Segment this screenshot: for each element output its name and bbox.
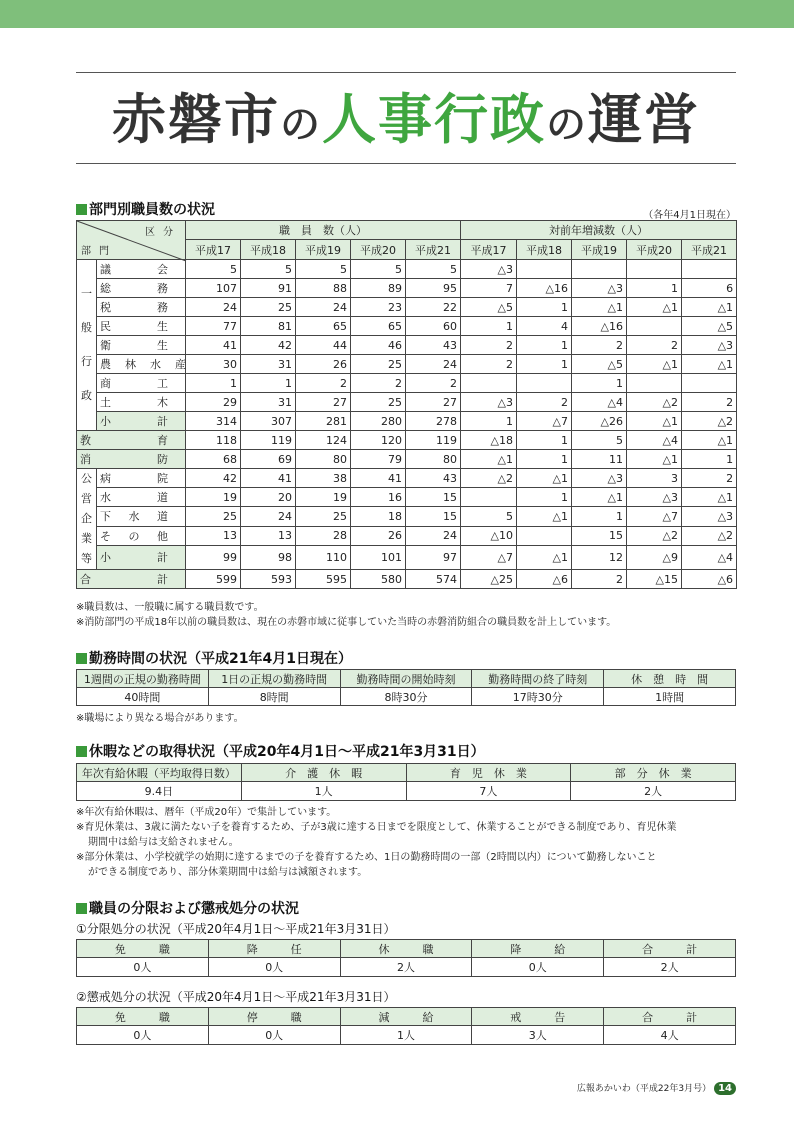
table-row [77, 469, 737, 488]
year-header: 平成17 [186, 240, 241, 260]
discipline2-value: 0人 [77, 1026, 209, 1045]
diff-cell: 1 [517, 336, 572, 355]
row-label: 総務 [97, 279, 186, 298]
diff-cell [627, 374, 682, 393]
count-cell: 31 [241, 393, 296, 412]
diff-cell: △2 [461, 469, 517, 488]
diff-cell: △1 [627, 412, 682, 431]
discipline1-header: 合 計 [604, 940, 736, 958]
count-cell: 95 [406, 279, 461, 298]
count-cell: 15 [406, 488, 461, 507]
category-public-enterprise: 公 営 企 業 等 [77, 469, 97, 570]
diff-cell: △2 [627, 526, 682, 545]
diff-cell: 2 [572, 570, 627, 589]
row-label: 小計 [97, 412, 186, 431]
leave-notes [76, 805, 741, 880]
diff-cell: 2 [682, 393, 737, 412]
discipline1-value: 0人 [77, 958, 209, 977]
page-number: 14 [714, 1082, 736, 1095]
count-cell: 119 [241, 431, 296, 450]
table-row [77, 260, 737, 279]
table-row [77, 374, 737, 393]
discipline1-header: 降 給 [472, 940, 604, 958]
diff-cell: 2 [682, 469, 737, 488]
hours-header: 1日の正規の勤務時間 [208, 670, 340, 688]
table-row [77, 526, 737, 545]
count-cell: 5 [186, 260, 241, 279]
leave-header: 年次有給休暇（平均取得日数） [77, 764, 242, 782]
year-header: 平成21 [682, 240, 737, 260]
diff-cell: 1 [517, 355, 572, 374]
count-cell: 26 [296, 355, 351, 374]
diff-cell: △1 [517, 469, 572, 488]
diff-cell: 1 [461, 317, 517, 336]
diff-cell: △1 [517, 507, 572, 526]
count-cell: 13 [186, 526, 241, 545]
diff-cell: △5 [682, 317, 737, 336]
diff-cell: △4 [627, 431, 682, 450]
title-part-4: の [546, 102, 588, 148]
leave-note: ができる制度であり、部分休業期間中は給与は減額されます。 [88, 867, 368, 878]
diff-cell: △1 [627, 355, 682, 374]
diff-cell: △1 [682, 431, 737, 450]
year-header: 平成19 [296, 240, 351, 260]
hours-section-heading: 勤務時間の状況（平成21年4月1日現在） [76, 648, 352, 668]
diff-cell: △16 [517, 279, 572, 298]
diff-cell: 2 [517, 393, 572, 412]
row-label: 税務 [97, 298, 186, 317]
discipline2-value: 4人 [604, 1026, 736, 1045]
row-label: 病院 [97, 469, 186, 488]
diff-cell: 15 [572, 526, 627, 545]
count-cell: 124 [296, 431, 351, 450]
count-cell: 119 [406, 431, 461, 450]
count-cell: 110 [296, 545, 351, 569]
diff-cell: △1 [627, 450, 682, 469]
diff-cell: △2 [682, 526, 737, 545]
discipline-section-heading: 職員の分限および懲戒処分の状況 [76, 898, 299, 918]
diff-cell: 2 [461, 355, 517, 374]
staff-as-of: （各年4月1日現在） [643, 210, 736, 221]
diff-cell: △3 [682, 336, 737, 355]
diff-cell: 11 [572, 450, 627, 469]
discipline2-header: 戒 告 [472, 1008, 604, 1026]
leave-value: 2人 [571, 782, 736, 801]
row-label: 教育 [77, 431, 186, 450]
count-cell: 13 [241, 526, 296, 545]
count-cell: 89 [351, 279, 406, 298]
diff-cell [682, 260, 737, 279]
count-cell: 23 [351, 298, 406, 317]
table-row [77, 355, 737, 374]
row-label: 農林水産 [97, 355, 186, 374]
table-row [77, 507, 737, 526]
row-label: 消防 [77, 450, 186, 469]
diff-cell: △9 [627, 545, 682, 569]
count-cell: 46 [351, 336, 406, 355]
diff-cell: 3 [627, 469, 682, 488]
year-header: 平成20 [627, 240, 682, 260]
count-cell: 43 [406, 469, 461, 488]
diff-cell: 1 [572, 507, 627, 526]
diff-cell: 1 [627, 279, 682, 298]
row-label: 小計 [97, 545, 186, 569]
count-cell: 60 [406, 317, 461, 336]
diff-cell: △2 [682, 412, 737, 431]
count-cell: 24 [406, 355, 461, 374]
hours-table [76, 669, 736, 706]
diff-cell [517, 260, 572, 279]
discipline-sub2-heading: ②懲戒処分の状況（平成20年4月1日〜平成21年3月31日） [76, 990, 396, 1004]
row-label: 下水道 [97, 507, 186, 526]
count-cell: 15 [406, 507, 461, 526]
hours-value: 8時間 [208, 688, 340, 706]
discipline1-header: 免 職 [77, 940, 209, 958]
diff-cell: 1 [517, 431, 572, 450]
discipline2-value: 3人 [472, 1026, 604, 1045]
count-cell: 19 [296, 488, 351, 507]
diff-cell: △1 [572, 488, 627, 507]
hours-header: 1週間の正規の勤務時間 [77, 670, 209, 688]
title-part-2: の [280, 102, 322, 148]
discipline1-header: 休 職 [340, 940, 472, 958]
leave-header: 介 護 休 暇 [241, 764, 406, 782]
staff-notes [76, 600, 741, 630]
leave-header: 部 分 休 業 [571, 764, 736, 782]
discipline2-header: 減 給 [340, 1008, 472, 1026]
table-row [77, 545, 737, 569]
diff-cell: △1 [682, 488, 737, 507]
count-cell: 24 [296, 298, 351, 317]
count-cell: 41 [241, 469, 296, 488]
count-cell: 99 [186, 545, 241, 569]
table-row [77, 488, 737, 507]
year-header: 平成21 [406, 240, 461, 260]
count-cell: 25 [351, 355, 406, 374]
count-cell: 31 [241, 355, 296, 374]
row-label: 民生 [97, 317, 186, 336]
count-cell: 91 [241, 279, 296, 298]
diff-cell: △3 [572, 469, 627, 488]
diff-cell: △10 [461, 526, 517, 545]
diff-cell [517, 526, 572, 545]
count-cell: 2 [406, 374, 461, 393]
year-header: 平成19 [572, 240, 627, 260]
diff-cell: △7 [517, 412, 572, 431]
diff-cell: △1 [461, 450, 517, 469]
count-cell: 24 [241, 507, 296, 526]
diff-cell: △4 [572, 393, 627, 412]
diff-cell: 7 [461, 279, 517, 298]
diff-cell: △26 [572, 412, 627, 431]
title-rule-top [76, 72, 736, 73]
count-cell: 574 [406, 570, 461, 589]
discipline1-value: 2人 [340, 958, 472, 977]
count-cell: 24 [406, 526, 461, 545]
discipline2-value: 1人 [340, 1026, 472, 1045]
count-cell: 25 [351, 393, 406, 412]
leave-note: ※年次有給休暇は、暦年（平成20年）で集計しています。 [76, 807, 337, 818]
diff-cell: △25 [461, 570, 517, 589]
hours-header: 勤務時間の終了時刻 [472, 670, 604, 688]
count-cell: 98 [241, 545, 296, 569]
diff-cell [627, 260, 682, 279]
diff-cell: 2 [627, 336, 682, 355]
count-cell: 80 [296, 450, 351, 469]
row-label: 議会 [97, 260, 186, 279]
diff-cell [572, 260, 627, 279]
count-cell: 69 [241, 450, 296, 469]
staff-section-heading: 部門別職員数の状況 [76, 199, 215, 219]
year-header: 平成17 [461, 240, 517, 260]
leave-note: ※部分休業は、小学校就学の始期に達するまでの子を養育するため、1日の勤務時間の一部（2時間以内）について勤務しないこと [76, 852, 657, 863]
diff-cell: △16 [572, 317, 627, 336]
count-cell: 29 [186, 393, 241, 412]
diff-cell: △1 [572, 298, 627, 317]
row-label: 水道 [97, 488, 186, 507]
count-cell: 5 [406, 260, 461, 279]
diff-cell: 6 [682, 279, 737, 298]
hours-value: 17時30分 [472, 688, 604, 706]
hours-value: 1時間 [604, 688, 736, 706]
discipline2-header: 停 職 [208, 1008, 340, 1026]
count-cell: 28 [296, 526, 351, 545]
count-cell: 97 [406, 545, 461, 569]
count-cell: 41 [351, 469, 406, 488]
staff-table-corner [77, 221, 186, 260]
count-cell: 5 [241, 260, 296, 279]
diff-cell: △6 [517, 570, 572, 589]
table-row [77, 412, 737, 431]
row-label: 衛生 [97, 336, 186, 355]
table-row [77, 298, 737, 317]
title-rule-bottom [76, 163, 736, 164]
count-cell: 599 [186, 570, 241, 589]
count-cell: 1 [186, 374, 241, 393]
count-cell: 42 [186, 469, 241, 488]
table-row [77, 336, 737, 355]
staff-group-header-diffs: 対前年増減数（人） [461, 221, 737, 240]
section-square-icon [76, 204, 87, 215]
leave-value: 1人 [241, 782, 406, 801]
diff-cell: △1 [517, 545, 572, 569]
row-label: 合計 [77, 570, 186, 589]
row-label: 土木 [97, 393, 186, 412]
diff-cell: 2 [461, 336, 517, 355]
corner-label-bottom: 部門 [81, 246, 117, 257]
table-row [77, 450, 737, 469]
staff-note: ※職員数は、一般職に属する職員数です。 [76, 602, 264, 613]
count-cell: 107 [186, 279, 241, 298]
count-cell: 120 [351, 431, 406, 450]
diff-cell [517, 374, 572, 393]
count-cell: 5 [296, 260, 351, 279]
diff-cell: △2 [627, 393, 682, 412]
section-square-icon [76, 746, 87, 757]
count-cell: 281 [296, 412, 351, 431]
title-part-5: 運営 [588, 88, 700, 151]
diff-cell: △5 [572, 355, 627, 374]
diff-cell: 1 [572, 374, 627, 393]
count-cell: 278 [406, 412, 461, 431]
count-cell: 1 [241, 374, 296, 393]
count-cell: 2 [296, 374, 351, 393]
year-header: 平成18 [241, 240, 296, 260]
diff-cell: △3 [461, 260, 517, 279]
diff-cell: 4 [517, 317, 572, 336]
count-cell: 25 [186, 507, 241, 526]
discipline1-header: 降 任 [208, 940, 340, 958]
category-general: 一 般 行 政 [77, 260, 97, 431]
count-cell: 20 [241, 488, 296, 507]
count-cell: 27 [296, 393, 351, 412]
diff-cell [461, 488, 517, 507]
diff-cell: △3 [572, 279, 627, 298]
count-cell: 25 [296, 507, 351, 526]
hours-value: 8時30分 [340, 688, 472, 706]
diff-cell: △1 [682, 355, 737, 374]
count-cell: 2 [351, 374, 406, 393]
page-footer [560, 1081, 736, 1095]
diff-cell: △1 [682, 298, 737, 317]
diff-cell: 1 [517, 450, 572, 469]
discipline1-value: 2人 [604, 958, 736, 977]
count-cell: 65 [351, 317, 406, 336]
count-cell: 65 [296, 317, 351, 336]
leave-value: 7人 [406, 782, 571, 801]
count-cell: 43 [406, 336, 461, 355]
hours-value: 40時間 [77, 688, 209, 706]
title-part-3: 人事行政 [322, 88, 546, 151]
discipline-table-2 [76, 1007, 736, 1045]
diff-cell: △4 [682, 545, 737, 569]
hours-header: 休 憩 時 間 [604, 670, 736, 688]
count-cell: 118 [186, 431, 241, 450]
discipline2-header: 免 職 [77, 1008, 209, 1026]
count-cell: 593 [241, 570, 296, 589]
discipline-sub1-heading: ①分限処分の状況（平成20年4月1日〜平成21年3月31日） [76, 922, 396, 936]
leave-table [76, 763, 736, 801]
page-title [76, 78, 736, 167]
discipline2-value: 0人 [208, 1026, 340, 1045]
diff-cell: 12 [572, 545, 627, 569]
discipline-table-1 [76, 939, 736, 977]
count-cell: 44 [296, 336, 351, 355]
section-square-icon [76, 903, 87, 914]
staff-group-header-counts: 職 員 数（人） [186, 221, 461, 240]
row-label: その他 [97, 526, 186, 545]
diff-cell: 2 [572, 336, 627, 355]
count-cell: 24 [186, 298, 241, 317]
discipline2-header: 合 計 [604, 1008, 736, 1026]
count-cell: 30 [186, 355, 241, 374]
hours-note: ※職場により異なる場合があります。 [76, 713, 244, 724]
diff-cell: △3 [682, 507, 737, 526]
section-square-icon [76, 653, 87, 664]
count-cell: 42 [241, 336, 296, 355]
staff-table [76, 220, 737, 589]
count-cell: 88 [296, 279, 351, 298]
hours-header: 勤務時間の開始時刻 [340, 670, 472, 688]
staff-note: ※消防部門の平成18年以前の職員数は、現在の赤磐市域に従事していた当時の赤磐消防組合の職員数を計上しています。 [76, 617, 617, 628]
count-cell: 280 [351, 412, 406, 431]
title-part-1: 赤磐市 [112, 88, 280, 151]
table-row [77, 570, 737, 589]
count-cell: 68 [186, 450, 241, 469]
table-row [77, 431, 737, 450]
count-cell: 5 [351, 260, 406, 279]
footer-text: 広報あかいわ（平成22年3月号） [576, 1084, 712, 1094]
count-cell: 314 [186, 412, 241, 431]
top-color-band [0, 0, 794, 28]
diff-cell [682, 374, 737, 393]
corner-label-top: 区分 [145, 227, 181, 238]
count-cell: 26 [351, 526, 406, 545]
count-cell: 16 [351, 488, 406, 507]
count-cell: 307 [241, 412, 296, 431]
year-header: 平成18 [517, 240, 572, 260]
diff-cell: △1 [627, 298, 682, 317]
count-cell: 27 [406, 393, 461, 412]
table-row [77, 279, 737, 298]
count-cell: 18 [351, 507, 406, 526]
diff-cell: 1 [461, 412, 517, 431]
diff-cell: 1 [517, 488, 572, 507]
table-row [77, 317, 737, 336]
diff-cell: 1 [682, 450, 737, 469]
leave-note: ※育児休業は、3歳に満たない子を養育するため、子が3歳に達する日までを限度として、休業することができる制度であり、育児休業 [76, 822, 677, 833]
leave-note: 期間中は給与は支給されません。 [88, 837, 239, 848]
diff-cell: △3 [627, 488, 682, 507]
count-cell: 22 [406, 298, 461, 317]
discipline1-value: 0人 [208, 958, 340, 977]
year-header: 平成20 [351, 240, 406, 260]
diff-cell: △5 [461, 298, 517, 317]
diff-cell: △15 [627, 570, 682, 589]
discipline1-value: 0人 [472, 958, 604, 977]
diff-cell: △18 [461, 431, 517, 450]
leave-header: 育 児 休 業 [406, 764, 571, 782]
diff-cell: 1 [517, 298, 572, 317]
diff-cell: 5 [461, 507, 517, 526]
row-label: 商工 [97, 374, 186, 393]
diff-cell: △7 [627, 507, 682, 526]
count-cell: 41 [186, 336, 241, 355]
leave-section-heading: 休暇などの取得状況（平成20年4月1日〜平成21年3月31日） [76, 741, 485, 761]
count-cell: 80 [406, 450, 461, 469]
diff-cell: 5 [572, 431, 627, 450]
diff-cell: △3 [461, 393, 517, 412]
diff-cell: △7 [461, 545, 517, 569]
leave-value: 9.4日 [77, 782, 242, 801]
table-row [77, 393, 737, 412]
count-cell: 25 [241, 298, 296, 317]
count-cell: 19 [186, 488, 241, 507]
count-cell: 81 [241, 317, 296, 336]
diff-cell [461, 374, 517, 393]
diff-cell [627, 317, 682, 336]
count-cell: 101 [351, 545, 406, 569]
count-cell: 77 [186, 317, 241, 336]
count-cell: 595 [296, 570, 351, 589]
count-cell: 580 [351, 570, 406, 589]
count-cell: 38 [296, 469, 351, 488]
diff-cell: △6 [682, 570, 737, 589]
count-cell: 79 [351, 450, 406, 469]
